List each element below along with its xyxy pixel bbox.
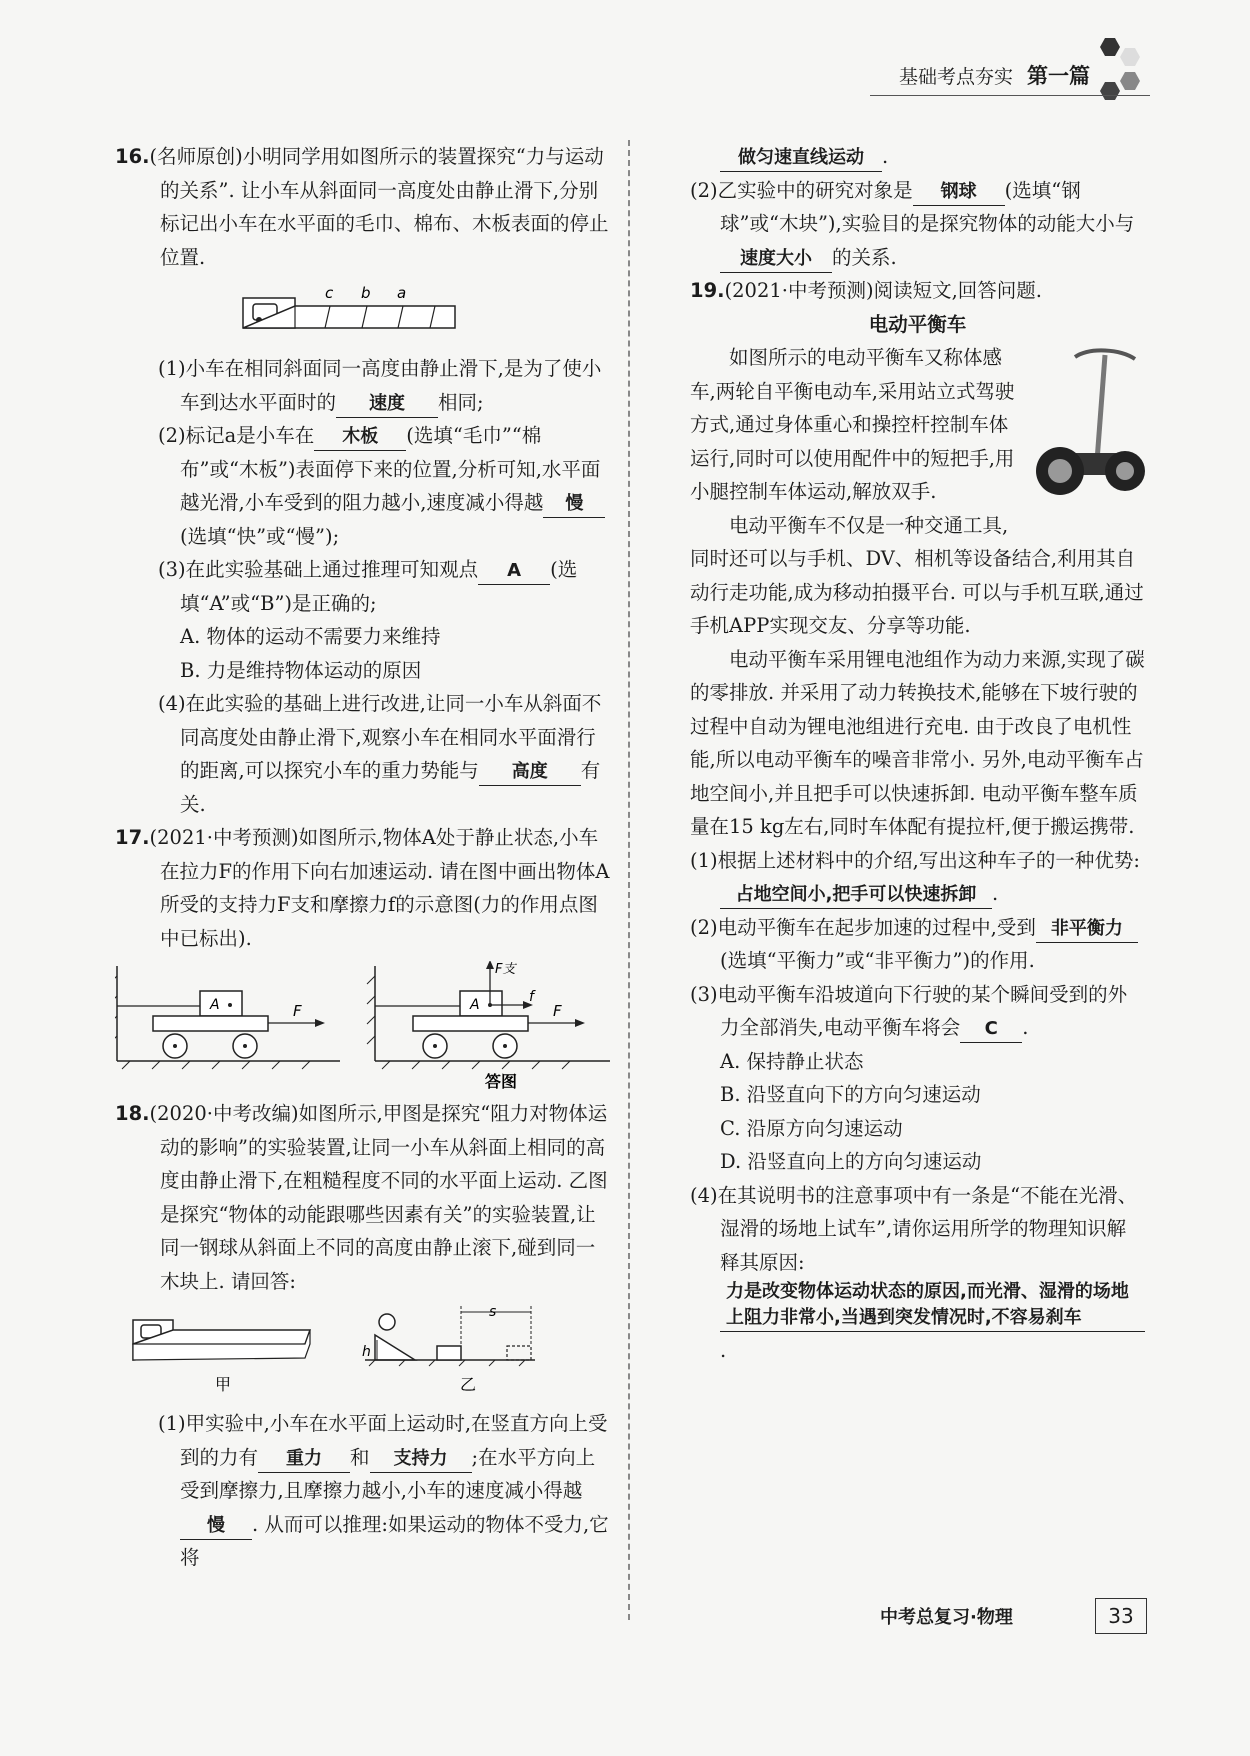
q18-stem: 18.(2020·中考改编)如图所示,甲图是探究“阻力对物体运动的影响”的实验装置,让同一小车从斜面上相同的高度由静止滑下,在粗糙程度不同的水平面上运动. 乙图是探究“物体的动能跟哪些因素有关”的实验装置,让同一钢球从斜面上不同的高度由静止滚下,碰到同一木块上. 请回答:: [115, 1102, 608, 1293]
fig-label-A: A: [210, 997, 220, 1013]
answer-blank: 占地空间小,把手可以快速拆卸: [720, 882, 992, 909]
passage-para-1: 如图所示的电动平衡车又称体感车,两轮自平衡电动车,采用站立式驾驶方式,通过身体重心和操控杆控制车体运行,同时可以使用配件中的短把手,用小腿控制车体运动,解放双手.: [690, 346, 1015, 503]
footer-book-title: 中考总复习·物理: [880, 1607, 1013, 1628]
q19-option-b: B. 沿竖直向下的方向匀速运动: [720, 1083, 981, 1106]
fig-label-c: c: [325, 284, 334, 302]
q19-stem: 19.(2021·中考预测)阅读短文,回答问题.: [690, 279, 1042, 302]
q17-stem: 17.(2021·中考预测)如图所示,物体A处于静止状态,小车在拉力F的作用下向右加速运动. 请在图中画出物体A所受的支持力F支和摩擦力f的示意图(力的作用点图中已标出).: [115, 826, 610, 950]
left-column: [115, 140, 610, 1575]
q17-figure: [115, 961, 610, 1091]
answer-blank: 力是改变物体运动状态的原因,而光滑、湿滑的场地上阻力非常小,当遇到突发情况时,不容易刹车: [720, 1279, 1145, 1332]
answer-blank: 木板: [314, 424, 406, 451]
answer-blank: 速度: [336, 391, 438, 418]
answer-blank: 支持力: [370, 1446, 472, 1473]
q18-part2: (2)乙实验中的研究对象是 钢球 (选填“钢球”或“木块”),实验目的是探究物体的动能大小与速度大小 的关系.: [690, 174, 1145, 275]
fig-label-Fz: F支: [495, 962, 516, 977]
fig-label-F: F: [293, 1002, 302, 1020]
header-part: 第一篇: [1027, 64, 1090, 88]
answer-blank: 钢球: [913, 179, 1005, 206]
passage-title: 电动平衡车: [868, 312, 967, 336]
answer-blank: 速度大小: [720, 246, 832, 273]
q19-part3: (3)电动平衡车沿坡道向下行驶的某个瞬间受到的外力全部消失,电动平衡车将会 C .: [690, 978, 1145, 1045]
q18-figure: [115, 1300, 610, 1405]
answer-blank: 高度: [479, 759, 581, 786]
q19-option-c: C. 沿原方向匀速运动: [720, 1116, 903, 1140]
answer-figure-caption: 答图: [485, 1072, 518, 1091]
passage-para-2: 电动平衡车不仅是一种交通工具,同时还可以与手机、DV、相机等设备结合,利用其自动行走功能,成为移动拍摄平台. 可以与手机互联,通过手机APP实现交友、分享等功能.: [690, 513, 1144, 637]
answer-blank: A: [478, 558, 550, 585]
q19-option-a: A. 保持静止状态: [720, 1049, 864, 1073]
q19-option-d: D. 沿竖直向上的方向匀速运动: [720, 1150, 982, 1173]
answer-blank: 非平衡力: [1036, 916, 1138, 943]
q19-part4: (4)在其说明书的注意事项中有一条是“不能在光滑、湿滑的场地上试车”,请你运用所学的物理知识解释其原因:力是改变物体运动状态的原因,而光滑、湿滑的场地上阻力非常小,当遇到突发情况时,不容易刹车.: [690, 1179, 1145, 1368]
q16-part4: (4)在此实验的基础上进行改进,让同一小车从斜面不同高度处由静止滑下,观察小车在相同水平面滑行的距离,可以探究小车的重力势能与 高度 有关.: [158, 692, 602, 816]
balance-scooter-image: [1035, 343, 1145, 513]
fig-label-F-answer: F: [553, 1002, 562, 1020]
q16-part1: (1)小车在相同斜面同一高度由静止滑下,是为了使小车到达水平面时的 速度 相同;: [115, 352, 610, 419]
q18-part1: (1)甲实验中,小车在水平面上运动时,在竖直方向上受到的力有 重力 和 支持力 ;在水平方向上受到摩擦力,且摩擦力越小,小车的速度减小得越慢 . 从而可以推理:如果运动的物体不受力,它将: [158, 1412, 609, 1569]
passage-para-3: 电动平衡车采用锂电池组作为动力来源,实现了碳的零排放. 并采用了动力转换技术,能够在下坡行驶的过程中自动为锂电池组进行充电. 由于改良了电机性能,所以电动平衡车的噪音非常小. 另外,电动平衡车占地空间小,并且把手可以快速拆卸. 电动平衡车整车质量在15 kg左右,同时车体配有提拉杆,便于搬运携带.: [690, 647, 1145, 838]
fig-label-s: s: [489, 1304, 497, 1320]
answer-blank: 慢: [543, 491, 605, 518]
fig-label-f: f: [529, 989, 534, 1005]
fig-label-h: h: [362, 1344, 371, 1360]
answer-blank: 做匀速直线运动: [720, 145, 882, 172]
answer-blank: 重力: [258, 1446, 350, 1473]
fig-label-jia: 甲: [215, 1375, 232, 1394]
q16-stem: 16.(名师原创)小明同学用如图所示的装置探究“力与运动的关系”. 让小车从斜面同一高度处由静止滑下,分别标记出小车在水平面的毛巾、棉布、木板表面的停止位置.: [115, 145, 609, 269]
answer-blank: C: [960, 1016, 1022, 1043]
q16-option-a: A. 物体的运动不需要力来维持: [180, 625, 441, 648]
fig-label-b: b: [361, 284, 371, 302]
q18-part1-continued: 做匀速直线运动 .: [690, 140, 1145, 174]
fig-label-a: a: [397, 284, 407, 302]
column-divider: [628, 140, 630, 1620]
q16-option-b: B. 力是维持物体运动的原因: [180, 658, 422, 682]
page-header: [899, 60, 1090, 90]
q16-part2: (2)标记a是小车在 木板 (选填“毛巾”“棉布”或“木板”)表面停下来的位置,分析可知,水平面越光滑,小车受到的阻力越小,速度减小得越 慢(选填“快”或“慢”);: [115, 419, 610, 553]
q19-part2: (2)电动平衡车在起步加速的过程中,受到 非平衡力(选填“平衡力”或“非平衡力”)的作用.: [690, 911, 1145, 978]
right-column: [690, 140, 1145, 1367]
header-rule: [870, 95, 1150, 96]
fig-label-A-answer: A: [470, 997, 480, 1013]
q16-figure: [115, 278, 610, 348]
q16-part3: (3)在此实验基础上通过推理可知观点 A (选填“A”或“B”)是正确的;: [158, 558, 578, 615]
header-section: 基础考点夯实: [898, 66, 1013, 88]
fig-label-yi: 乙: [460, 1375, 477, 1394]
q19-part1: (1)根据上述材料中的介绍,写出这种车子的一种优势:占地空间小,把手可以快速拆卸 .: [690, 844, 1145, 911]
answer-blank: 慢: [180, 1513, 252, 1540]
page-number: 33: [1095, 1598, 1147, 1634]
